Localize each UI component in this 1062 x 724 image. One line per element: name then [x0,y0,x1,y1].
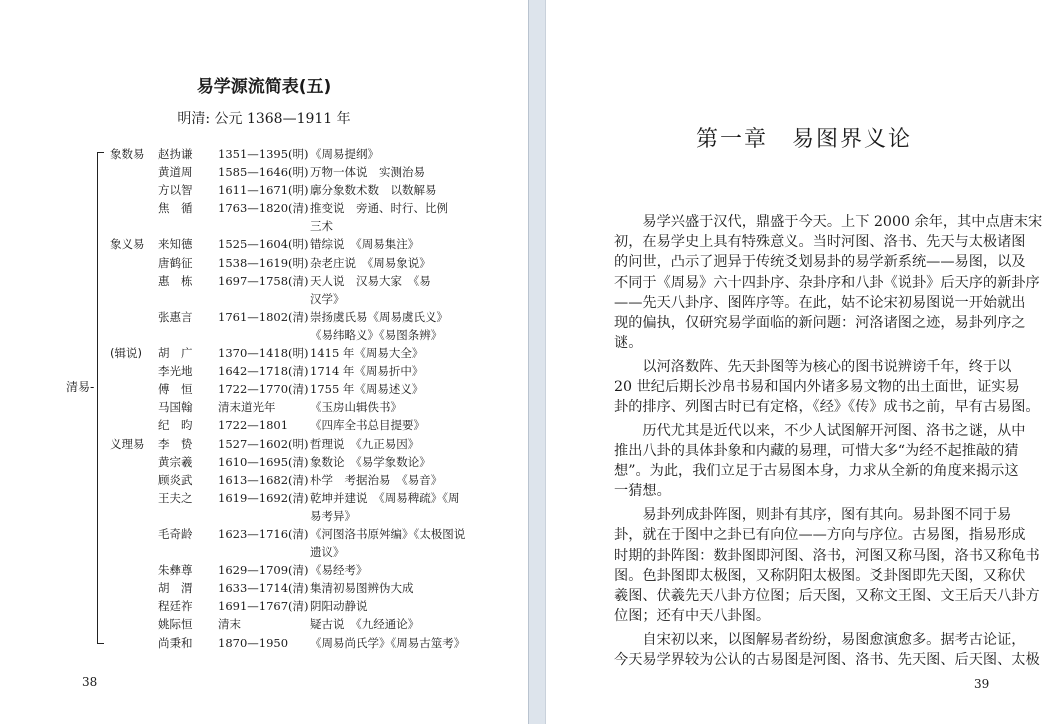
work-note: 阴阳动静说 [310,599,368,614]
scholar-name: 焦 循 [158,201,193,216]
paragraph [614,212,1043,353]
work-note: 杂老庄说 《周易象说》 [310,255,431,270]
scholar-name: 马国翰 [158,400,193,415]
date-range: 1370—1418(明) [218,346,309,361]
table-row [0,507,528,525]
date-range: 1629—1709(清) [218,563,309,578]
work-note: 《玉房山辑佚书》 [310,400,402,415]
table-row [0,634,528,652]
table-row [0,181,528,199]
table-row [0,308,528,326]
date-range: 1619—1692(清) [218,490,309,505]
date-range: 1525—1604(明) [218,237,309,252]
work-note: 万物一体说 实测治易 [310,165,425,180]
work-note: 乾坤并建说 《周易稗疏》《周 [310,490,460,505]
paragraph [614,505,1040,626]
date-range: 1611—1671(明) [218,183,309,198]
scholar-name: 王夫之 [158,490,193,505]
text-line: 图。色卦图即太极图，又称阴阳太极图。爻卦图即先天图，又称伏 [614,567,1026,584]
text-line: 初，在易学史上具有特殊意义。当时河图、洛书、先天与太极诸图 [614,234,1026,251]
work-note: 崇扬虞氏易《周易虞氏义》 [310,309,448,324]
table-row [0,471,528,489]
table-row [0,525,528,543]
text-line: ——先天八卦序、图阵序等。在此，姑不论宋初易图说一开始就出 [614,294,1026,311]
page-number-right: 39 [974,677,990,691]
date-range: 1351—1395(明) [218,147,309,161]
work-note: 《周易尚氏学》《周易古筮考》 [310,635,466,650]
right-page [546,0,1062,724]
lineage-table [0,145,528,652]
table-row [0,416,528,434]
date-range: 1585—1646(明) [218,165,309,180]
work-note: 1755 年《周易述义》 [310,382,424,397]
work-note: 《周易提纲》 [310,147,379,161]
scholar-name: 李光地 [158,364,193,379]
work-note: 1714 年《周易折中》 [310,364,424,379]
text-line: 时期的卦阵图：数卦图即河图、洛书，河图又称马图，洛书又称龟书 [614,547,1040,564]
table-row [0,362,528,380]
text-line: 想”。为此，我们立足于古易图本身，力求从全新的角度来揭示这 [614,463,1019,480]
table-row [0,235,528,253]
table-row [0,145,528,163]
scholar-name: 胡 渭 [158,581,193,596]
table-row [0,435,528,453]
work-note: 集清初易图辨伪大成 [310,581,414,596]
scholar-name: 毛奇龄 [158,526,193,541]
text-line: 20 世纪后期长沙帛书易和国内外诸多易文物的出土面世，证实易 [614,379,1020,395]
date-range: 1697—1758(清) [218,273,309,288]
text-line: 不同于《周易》六十四卦序、杂卦序和八卦《说卦》后天序的新卦序 [614,274,1040,291]
date-range: 1722—1801 [218,418,289,433]
date-range: 1623—1716(清) [218,526,309,541]
date-range: 1610—1695(清) [218,454,309,469]
paragraph [614,630,1040,670]
date-range: 1538—1619(明) [218,255,309,270]
work-note: 朴学 考据治易 《易音》 [310,472,443,487]
work-note: 易考异》 [310,508,356,523]
bracket-label: 清易- [66,380,95,394]
table-row [0,199,528,217]
text-line: 位图；还有中天八卦图。 [614,608,771,625]
table-row [0,254,528,272]
table-row [0,272,528,290]
text-line: 谜。 [614,335,643,352]
work-note: 遗议》 [310,545,345,560]
scholar-name: 李 贽 [158,436,193,451]
table-row [0,561,528,579]
work-note: 廓分象数术数 以数解易 [310,183,437,198]
table-row [0,217,528,235]
scholar-name: 黄宗羲 [158,454,193,469]
table-subtitle: 明清: 公元 1368—1911 年 [177,111,351,127]
date-range: 1761—1802(清) [218,309,309,324]
text-line: 易学兴盛于汉代，鼎盛于今天。上下 2000 余年，其中点唐末宋 [614,214,1043,230]
work-note: 推变说 旁通、时行、比例 [310,201,448,216]
scholar-name: 方以智 [158,183,193,198]
work-note: 汉学》 [310,291,345,306]
text-line: 今天易学界较为公认的古易图是河图、洛书、先天图、后天图、太极 [614,651,1040,668]
text-line: 卦，就在于图中之卦已有向位——方向与序位。古易图，指易形成 [614,527,1026,544]
table-row [0,615,528,633]
page-gutter [528,0,546,724]
date-range: 清末 [218,617,241,632]
table-row [0,489,528,507]
work-note: 天人说 汉易大家 《易 [310,273,431,288]
table-row [0,290,528,308]
table-row [0,543,528,561]
date-range: 1691—1767(清) [218,599,309,614]
work-note: 哲理说 《九正易因》 [310,436,420,451]
text-line: 卦的排序、列图古时已有定格，《经》《传》成书之前，早有古易图。 [614,399,1040,416]
left-page [0,0,528,724]
scholar-name: 姚际恒 [158,617,193,632]
scholar-name: 胡 广 [158,346,193,361]
date-range: 1613—1682(清) [218,472,309,487]
date-range: 清末道光年 [218,400,276,415]
text-line: 历代尤其是近代以来，不少人试图解开河图、洛书之谜，从中 [614,422,1026,439]
text-line: 推出八卦的具体卦象和内藏的易理，可惜大多“为经不起推敲的猜 [614,443,1019,460]
work-note: 疑古说 《九经通论》 [310,617,420,632]
table-row [0,453,528,471]
scholar-name: 来知德 [158,237,193,252]
date-range: 1527—1602(明) [218,436,309,451]
date-range: 1870—1950 [218,635,289,650]
table-row [0,398,528,416]
category-cell: 象义易 [110,237,145,252]
text-line: 现的偏执，仅研究易学面临的新问题：河洛诸图之迹，易卦列序之 [614,314,1026,331]
work-note: 《易经考》 [310,563,368,578]
scholar-name: 黄道周 [158,165,193,180]
category-cell: 义理易 [110,436,145,451]
table-row [0,344,528,362]
table-title: 易学源流简表(五) [196,77,332,97]
work-note: 1415 年《周易大全》 [310,346,424,361]
table-row [0,163,528,181]
scholar-name: 张惠言 [158,309,193,324]
date-range: 1642—1718(清) [218,364,309,379]
work-note: 错综说 《周易集注》 [310,237,420,252]
text-line: 一猜想。 [614,483,671,500]
work-note: 《四库全书总目提要》 [310,418,425,433]
body-text [614,212,1043,674]
work-note: 三术 [310,219,333,234]
table-row [0,597,528,615]
date-range: 1633—1714(清) [218,581,309,596]
text-line: 自宋初以来，以图解易者纷纷，易图愈演愈多。据考古论证， [614,631,1026,648]
text-line: 以河洛数阵、先天卦图等为核心的图书说辨谤千年，终于以 [614,358,1012,375]
table-row [0,579,528,597]
scholar-name: 程廷祚 [158,599,193,614]
category-cell: 象数易 [110,147,145,161]
text-line: 羲图、伏羲先天八卦方位图；后天图，又称文王图、文王后天八卦方 [614,587,1040,604]
scholar-name: 惠 栋 [158,273,193,288]
scholar-name: 顾炎武 [158,472,193,487]
scholar-name: 赵㧑谦 [158,147,193,161]
paragraph [614,357,1040,418]
work-note: 《易纬略义》《易图条辨》 [310,327,443,342]
work-note: 《河图洛书原舛编》《太极图说 [310,526,466,541]
text-line: 的问世，凸示了迥异于传统爻划易卦的易学新系统——易图，以及 [614,254,1026,271]
scholar-name: 尚秉和 [158,635,193,650]
scholar-name: 纪 昀 [158,418,193,433]
scholar-name: 唐鹤征 [158,255,193,270]
date-range: 1722—1770(清) [218,382,309,397]
table-row [0,326,528,344]
work-note: 象数论 《易学象数论》 [310,454,431,469]
table-row [0,380,528,398]
text-line: 易卦列成卦阵图，则卦有其序，图有其向。易卦图不同于易 [614,507,1012,524]
page-number-left: 38 [82,675,98,689]
scholar-name: 朱彝尊 [158,563,193,578]
date-range: 1763—1820(清) [218,201,309,216]
category-cell: (辑说) [110,346,142,361]
paragraph [614,421,1026,502]
scholar-name: 傅 恒 [158,382,193,397]
chapter-title: 第一章 易图界义论 [695,127,912,152]
